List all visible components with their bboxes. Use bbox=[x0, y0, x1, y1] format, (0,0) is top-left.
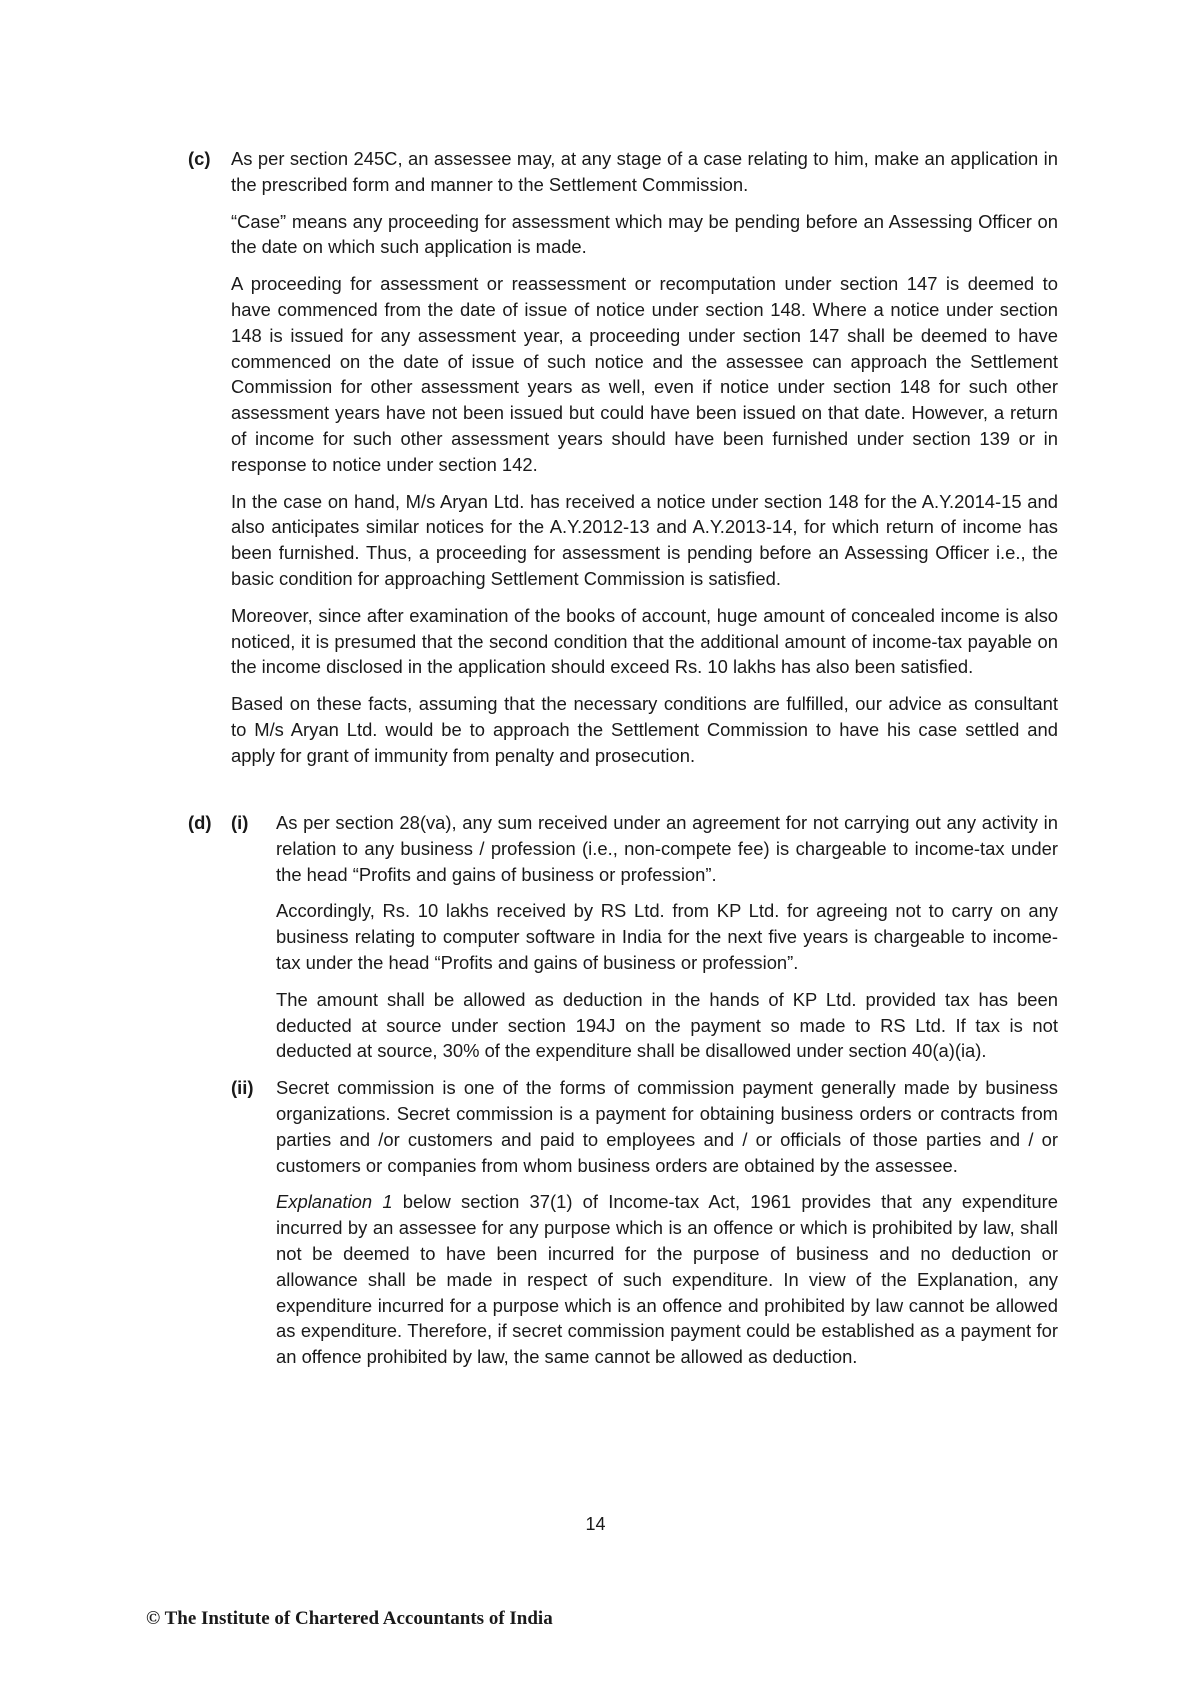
section-c-paragraph-3: A proceeding for assessment or reassessment or recomputation under section 147 is deemed to have commenced from the date of issue of notice under section 148. Where a notice under section 148 is issued for any assessment year, a proceeding under section 147 shall be deemed to have commenced on the date of issue of such notice and the assessee can approach the Settlement Commission for other assessment years as well, even if notice under section 148 for such other assessment years have not been issued but could have been issued on that date. However, a return of income for such other assessment years should have been furnished under section 139 or in response to notice under section 142. bbox=[231, 273, 1058, 475]
subsection-i-paragraph-3: The amount shall be allowed as deduction in the hands of KP Ltd. provided tax has been deducted at source under section 194J on the payment so made to RS Ltd. If tax is not deducted at source, 30% of the expenditure shall be disallowed under section 40(a)(ia). bbox=[276, 988, 1058, 1062]
section-c-paragraph-5: Moreover, since after examination of the books of account, huge amount of concealed income is also noticed, it is presumed that the second condition that the additional amount of income-tax payable on the income disclosed in the application should exceed Rs. 10 lakhs has also been satisfied. bbox=[231, 604, 1058, 678]
section-c-paragraph-4: In the case on hand, M/s Aryan Ltd. has received a notice under section 148 for the A.Y.2014-15 and also anticipates similar notices for the A.Y.2012-13 and A.Y.2013-14, for which return of income has been furnished. Thus, a proceeding for assessment is pending before an Assessing Officer i.e., the basic condition for approaching Settlement Commission is satisfied. bbox=[231, 490, 1058, 589]
section-c-body bbox=[231, 146, 1058, 769]
section-c-paragraph-1: As per section 245C, an assessee may, at any stage of a case relating to him, make an application in the prescribed form and manner to the Settlement Commission. bbox=[231, 148, 1058, 195]
subsection-i-paragraph-1: As per section 28(va), any sum received under an agreement for not carrying out any activity in relation to any business / profession (i.e., non-compete fee) is chargeable to income-tax under the head “Profits and gains of business or profession”. bbox=[276, 812, 1058, 885]
section-d-label: (d) bbox=[188, 812, 212, 833]
section-c-paragraph-2: “Case” means any proceeding for assessment which may be pending before an Assessing Officer on the date on which such application is made. bbox=[231, 210, 1058, 258]
subsection-ii-label: (ii) bbox=[231, 1077, 254, 1099]
footer-copyright: © The Institute of Chartered Accountants of India bbox=[146, 1608, 553, 1629]
subsection-i-label: (i) bbox=[231, 812, 249, 833]
subsection-ii-paragraph-2 bbox=[276, 1189, 1058, 1370]
section-d-subsections bbox=[231, 810, 1058, 1370]
subsection-ii-body bbox=[276, 1075, 1058, 1370]
subsection-i bbox=[231, 810, 1058, 1064]
section-c bbox=[188, 146, 1058, 780]
section-d bbox=[188, 810, 1058, 1381]
explanation-reference: Explanation 1 bbox=[276, 1191, 393, 1213]
subsection-ii-paragraph-2-text: below section 37(1) of Income-tax Act, 1961 provides that any expenditure incurred by an assessee for any purpose which is an offence or which is prohibited by law, shall not be deemed to have been incurred for the purpose of business and no deduction or allowance shall be made in respect of such expenditure. In view of the Explanation, any expenditure incurred for a purpose which is an offence and prohibited by law cannot be allowed as expenditure. Therefore, if secret commission payment could be established as a payment for an offence prohibited by law, the same cannot be allowed as deduction. bbox=[276, 1191, 1058, 1368]
page-number: 14 bbox=[585, 1514, 606, 1534]
subsection-ii bbox=[231, 1075, 1058, 1370]
section-c-paragraph-6: Based on these facts, assuming that the necessary conditions are fulfilled, our advice as consultant to M/s Aryan Ltd. would be to approach the Settlement Commission to have his case settled and apply for grant of immunity from penalty and prosecution. bbox=[231, 693, 1058, 766]
subsection-ii-paragraph-1: Secret commission is one of the forms of commission payment generally made by business organizations. Secret commission is a payment for obtaining business orders or contracts from parties and /or customers and paid to employees and / or officials of those parties and / or customers or companies from whom business orders are obtained by the assessee. bbox=[276, 1077, 1058, 1176]
section-c-label: (c) bbox=[188, 148, 211, 169]
subsection-i-paragraph-2: Accordingly, Rs. 10 lakhs received by RS Ltd. from KP Ltd. for agreeing not to carry on any business relating to computer software in India for the next five years is chargeable to income-tax under the head “Profits and gains of business or profession”. bbox=[276, 900, 1058, 973]
subsection-i-body bbox=[276, 810, 1058, 1064]
